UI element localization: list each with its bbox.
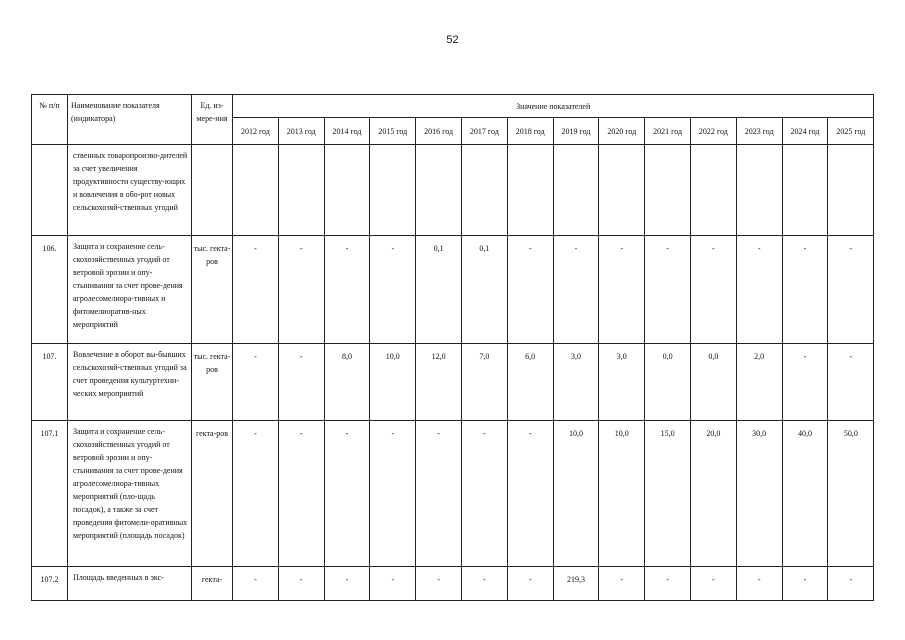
unit-cell xyxy=(192,145,233,236)
value-cell xyxy=(461,145,507,236)
indicator-name: Защита и сохранение сель-скохозяйственных угодий от ветровой эрозии и опу-стынивания за счет прове-дения агролесомелиора-тивных мероприятий (пло-щадь посадок), а также за счет проведения фитомели-оративных мероприятий (площадь посадок) xyxy=(68,421,192,567)
indicator-name: Площадь введенных в экс- xyxy=(68,567,192,601)
value-cell: - xyxy=(370,421,416,567)
value-cell: - xyxy=(416,421,462,567)
row-number: 106. xyxy=(32,236,68,344)
value-cell: 40,0 xyxy=(782,421,828,567)
header-unit: Ед. из-мере-ния xyxy=(192,95,233,145)
value-cell: 7,0 xyxy=(461,344,507,421)
table-row xyxy=(32,145,874,236)
value-cell xyxy=(736,145,782,236)
value-cell: 10,0 xyxy=(599,421,645,567)
value-cell: 6,0 xyxy=(507,344,553,421)
value-cell: 10,0 xyxy=(370,344,416,421)
value-cell: - xyxy=(828,567,874,601)
value-cell: - xyxy=(416,567,462,601)
value-cell: - xyxy=(461,567,507,601)
value-cell: 15,0 xyxy=(645,421,691,567)
table-row xyxy=(32,567,874,601)
indicators-table xyxy=(31,94,874,601)
value-cell: - xyxy=(645,236,691,344)
value-cell: - xyxy=(324,421,370,567)
table-row xyxy=(32,344,874,421)
header-indicator-name: Наименование показателя (индикатора) xyxy=(68,95,192,145)
value-cell: - xyxy=(736,236,782,344)
value-cell: 2,0 xyxy=(736,344,782,421)
header-year: 2024 год xyxy=(782,118,828,145)
value-cell xyxy=(645,145,691,236)
value-cell: - xyxy=(278,421,324,567)
value-cell: - xyxy=(278,236,324,344)
header-number: № п/п xyxy=(32,95,68,145)
indicator-name: Вовлечение в оборот вы-бывших сельскохозяй-ственных угодий за счет проведения культуртехни-ческих мероприятий xyxy=(68,344,192,421)
value-cell: 0,0 xyxy=(645,344,691,421)
value-cell xyxy=(690,145,736,236)
value-cell: - xyxy=(461,421,507,567)
value-cell: - xyxy=(370,236,416,344)
unit-cell: тыс. гекта-ров xyxy=(192,236,233,344)
value-cell: - xyxy=(690,236,736,344)
value-cell xyxy=(324,145,370,236)
value-cell: 219,3 xyxy=(553,567,599,601)
value-cell: - xyxy=(736,567,782,601)
value-cell xyxy=(507,145,553,236)
table-body xyxy=(32,145,874,601)
header-year: 2014 год xyxy=(324,118,370,145)
value-cell: - xyxy=(645,567,691,601)
value-cell: - xyxy=(782,567,828,601)
header-year: 2023 год xyxy=(736,118,782,145)
header-year: 2017 год xyxy=(461,118,507,145)
value-cell: 20,0 xyxy=(690,421,736,567)
header-year: 2020 год xyxy=(599,118,645,145)
value-cell xyxy=(828,145,874,236)
row-number: 107.2 xyxy=(32,567,68,601)
page-number: 52 xyxy=(446,34,459,46)
value-cell: - xyxy=(324,236,370,344)
value-cell: 3,0 xyxy=(599,344,645,421)
table-row xyxy=(32,421,874,567)
value-cell: - xyxy=(782,344,828,421)
header-year: 2025 год xyxy=(828,118,874,145)
row-number: 107.1 xyxy=(32,421,68,567)
header-year: 2022 год xyxy=(690,118,736,145)
value-cell: - xyxy=(828,236,874,344)
value-cell: - xyxy=(507,421,553,567)
header-row xyxy=(32,95,874,118)
unit-cell: гекта-ров xyxy=(192,421,233,567)
header-values-title: Значение показателей xyxy=(233,95,874,118)
value-cell: 0,1 xyxy=(461,236,507,344)
value-cell xyxy=(278,145,324,236)
value-cell: - xyxy=(782,236,828,344)
value-cell: 8,0 xyxy=(324,344,370,421)
value-cell: - xyxy=(233,344,279,421)
header-year: 2018 год xyxy=(507,118,553,145)
value-cell: - xyxy=(278,567,324,601)
value-cell: - xyxy=(233,421,279,567)
value-cell: - xyxy=(233,567,279,601)
indicator-name: ственных товаропроизво-дителей за счет увеличения продуктивности существу-ющих и вовлечения в обо-рот новых сельскохозяй-ственных угодий xyxy=(68,145,192,236)
row-number xyxy=(32,145,68,236)
value-cell: 50,0 xyxy=(828,421,874,567)
value-cell: 12,0 xyxy=(416,344,462,421)
unit-cell: тыс. гекта-ров xyxy=(192,344,233,421)
value-cell xyxy=(233,145,279,236)
unit-cell: гекта- xyxy=(192,567,233,601)
value-cell: - xyxy=(507,567,553,601)
table-row xyxy=(32,236,874,344)
header-year: 2021 год xyxy=(645,118,691,145)
value-cell xyxy=(782,145,828,236)
header-year: 2012 год xyxy=(233,118,279,145)
value-cell: - xyxy=(370,567,416,601)
value-cell: - xyxy=(599,236,645,344)
value-cell xyxy=(370,145,416,236)
header-year: 2016 год xyxy=(416,118,462,145)
value-cell: - xyxy=(278,344,324,421)
header-year: 2013 год xyxy=(278,118,324,145)
header-year: 2015 год xyxy=(370,118,416,145)
value-cell: - xyxy=(233,236,279,344)
value-cell xyxy=(553,145,599,236)
value-cell: - xyxy=(324,567,370,601)
value-cell: - xyxy=(599,567,645,601)
value-cell: - xyxy=(828,344,874,421)
indicator-name: Защита и сохранение сель-скохозяйственных угодий от ветровой эрозии и опу-стынивания за счет прове-дения агролесомелиора-тивных и фитомелиоратив-ных мероприятий xyxy=(68,236,192,344)
value-cell: 0,0 xyxy=(690,344,736,421)
value-cell: 30,0 xyxy=(736,421,782,567)
value-cell: 3,0 xyxy=(553,344,599,421)
value-cell: - xyxy=(507,236,553,344)
value-cell: - xyxy=(553,236,599,344)
value-cell: 10,0 xyxy=(553,421,599,567)
value-cell: - xyxy=(690,567,736,601)
value-cell xyxy=(416,145,462,236)
header-year: 2019 год xyxy=(553,118,599,145)
value-cell xyxy=(599,145,645,236)
row-number: 107. xyxy=(32,344,68,421)
value-cell: 0,1 xyxy=(416,236,462,344)
